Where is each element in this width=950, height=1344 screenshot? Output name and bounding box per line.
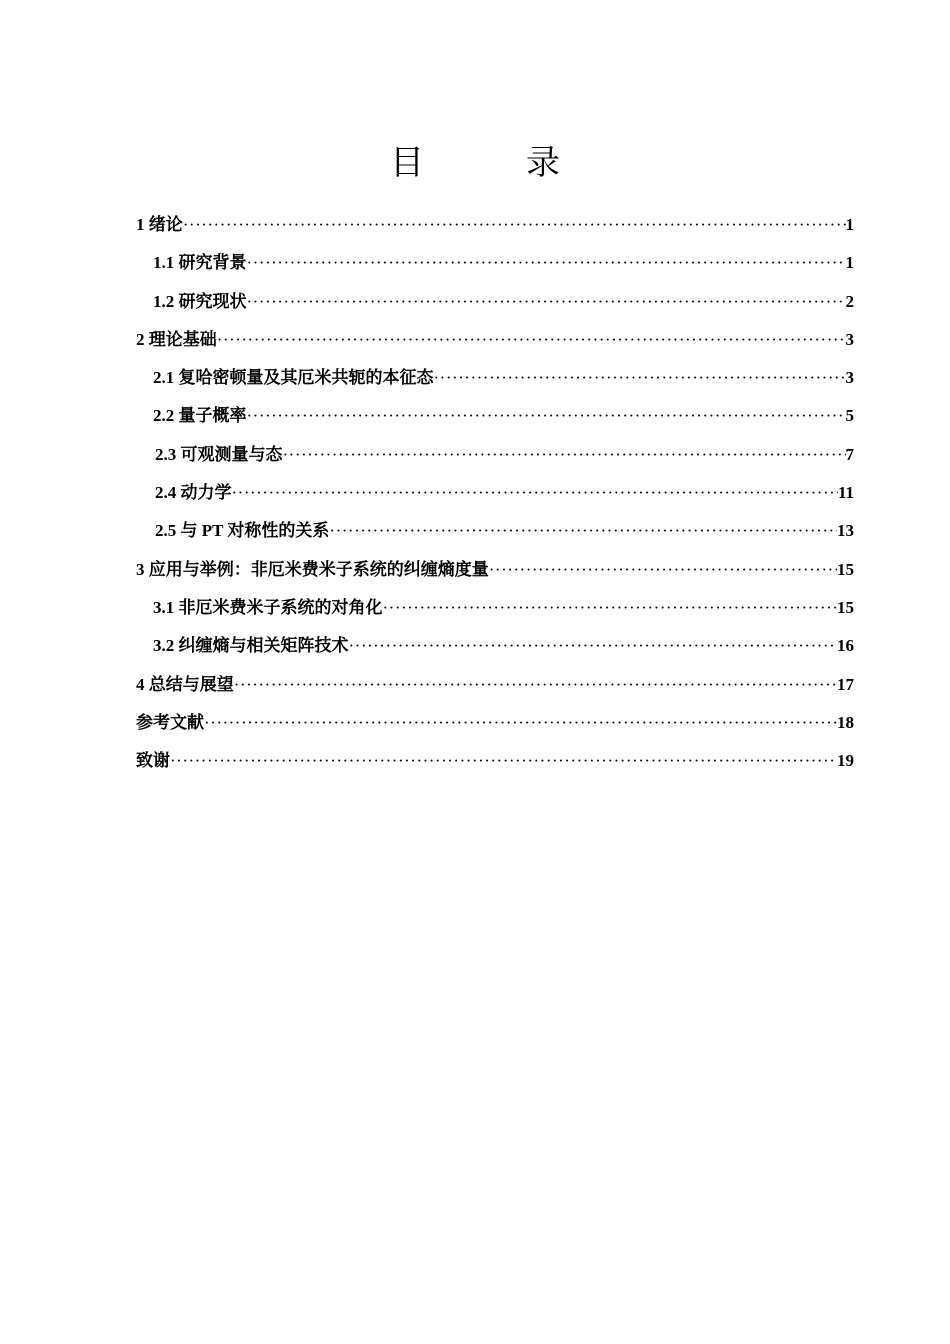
- dot-leader: [283, 436, 846, 474]
- toc-entry-page: 17: [837, 674, 854, 694]
- toc-entry-page: 3: [845, 329, 854, 349]
- dot-leader: [383, 589, 838, 627]
- toc-entry[interactable]: [136, 206, 854, 244]
- toc-entry[interactable]: [136, 742, 854, 780]
- toc-entry-label: 2.2 量子概率: [153, 406, 247, 426]
- dot-leader: [217, 321, 846, 359]
- toc-entry-page: 1: [845, 253, 854, 273]
- dot-leader: [183, 206, 846, 244]
- toc-entry[interactable]: [136, 283, 854, 321]
- dot-leader: [247, 283, 846, 321]
- toc-entry-label: 3.2 纠缠熵与相关矩阵技术: [153, 636, 349, 656]
- toc-entry-page: 5: [845, 406, 854, 426]
- toc-entry[interactable]: [136, 589, 854, 627]
- dot-leader: [170, 742, 837, 780]
- table-of-contents: [136, 206, 854, 780]
- toc-entry-label: 4 总结与展望: [136, 674, 234, 694]
- toc-entry[interactable]: [136, 551, 854, 589]
- toc-entry-label: 2.1 复哈密顿量及其厄米共轭的本征态: [153, 368, 434, 388]
- dot-leader: [247, 397, 846, 435]
- toc-entry-page: 2: [845, 291, 854, 311]
- dot-leader: [234, 666, 837, 704]
- dot-leader: [247, 244, 846, 282]
- toc-entry[interactable]: [136, 474, 854, 512]
- toc-entry-page: 13: [837, 521, 854, 541]
- toc-entry-label: 致谢: [136, 751, 170, 771]
- toc-entry-label: 2.4 动力学: [155, 483, 232, 503]
- toc-entry[interactable]: [136, 321, 854, 359]
- dot-leader: [232, 474, 838, 512]
- dot-leader: [349, 627, 838, 665]
- toc-title: 目 录: [390, 145, 594, 182]
- toc-entry-page: 15: [837, 597, 854, 617]
- toc-entry-page: 18: [837, 712, 854, 732]
- toc-entry-page: 1: [845, 215, 854, 234]
- toc-entry[interactable]: [136, 704, 854, 742]
- dot-leader: [434, 359, 846, 397]
- dot-leader: [329, 512, 837, 550]
- toc-entry[interactable]: [136, 666, 854, 704]
- toc-entry[interactable]: [136, 397, 854, 435]
- toc-entry-page: 3: [845, 368, 854, 388]
- toc-entry-page: 7: [845, 444, 854, 464]
- toc-entry-label: 3 应用与举例：非厄米费米子系统的纠缠熵度量: [136, 559, 489, 579]
- toc-entry-label: 1.1 研究背景: [153, 253, 247, 273]
- dot-leader: [204, 704, 837, 742]
- toc-entry-label: 3.1 非厄米费米子系统的对角化: [153, 597, 383, 617]
- toc-entry-label: 1.2 研究现状: [153, 291, 247, 311]
- toc-entry[interactable]: [136, 359, 854, 397]
- toc-entry-page: 16: [837, 636, 854, 656]
- toc-entry-label: 参考文献: [136, 712, 204, 732]
- toc-entry[interactable]: [136, 627, 854, 665]
- toc-entry-label: 1 绪论: [136, 215, 183, 234]
- toc-entry[interactable]: [136, 244, 854, 282]
- toc-entry-label: 2.3 可观测量与态: [155, 444, 283, 464]
- toc-entry[interactable]: [136, 436, 854, 474]
- toc-entry-label: 2.5 与 PT 对称性的关系: [155, 521, 330, 541]
- toc-entry-page: 15: [837, 559, 854, 579]
- toc-entry-label: 2 理论基础: [136, 329, 217, 349]
- dot-leader: [489, 551, 837, 589]
- toc-entry[interactable]: [136, 512, 854, 550]
- toc-entry-page: 11: [837, 483, 854, 503]
- toc-entry-page: 19: [837, 751, 854, 771]
